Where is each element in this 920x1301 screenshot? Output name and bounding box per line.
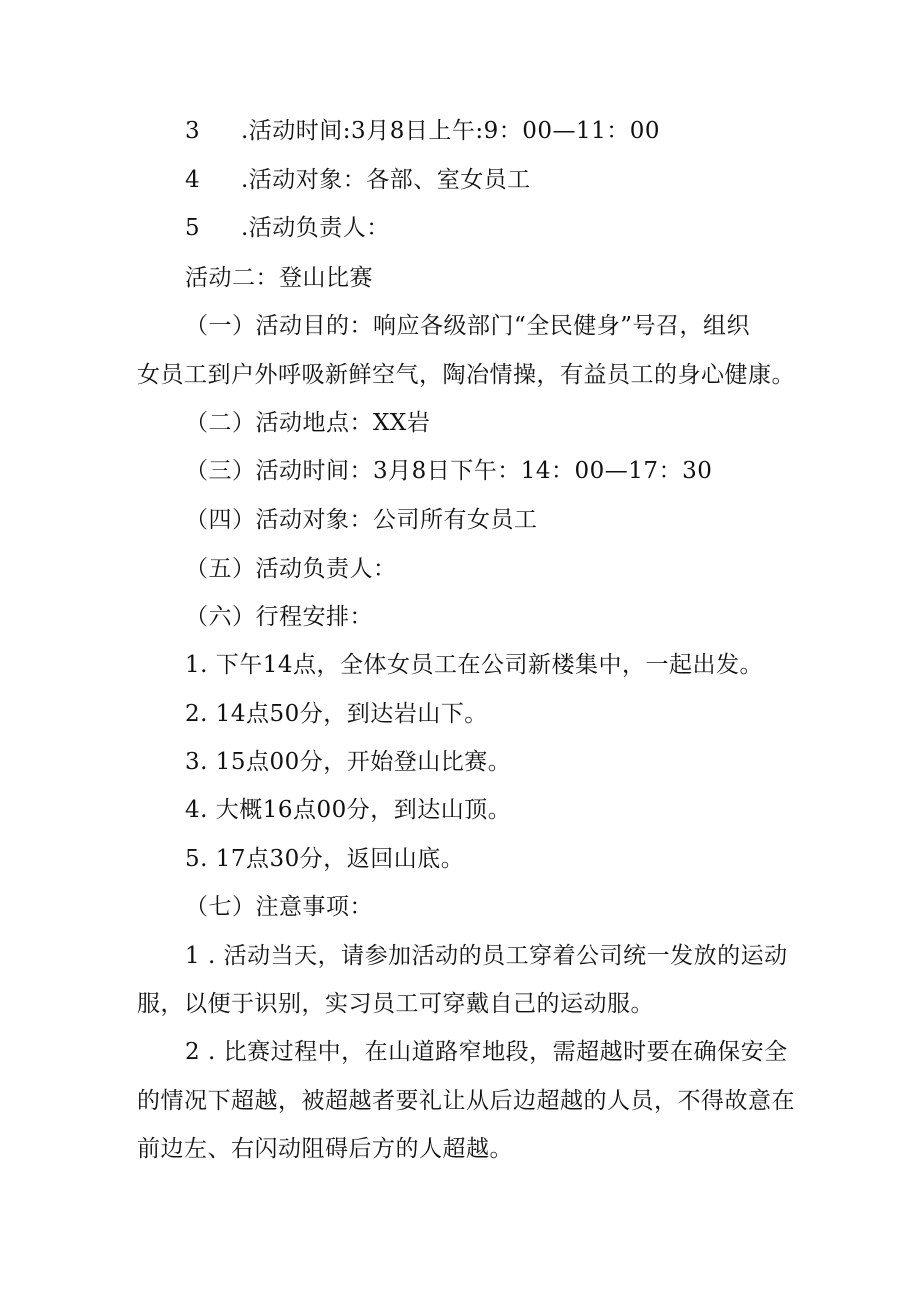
- schedule-item: 2. 14点50分，到达岩山下。: [185, 701, 488, 727]
- paragraph-line: （五）活动负责人：: [185, 556, 397, 582]
- item-5: [185, 214, 390, 242]
- item-3: [185, 117, 660, 145]
- schedule-item: 3. 15点00分，开始登山比赛。: [185, 749, 512, 775]
- item-number: 3: [185, 118, 201, 144]
- paragraph-line: （七）注意事项：: [185, 894, 373, 920]
- item-4: [185, 166, 531, 194]
- paragraph-line: 女员工到户外呼吸新鲜空气，陶冶情操，有益员工的身心健康。: [137, 362, 795, 388]
- paragraph-line: （一）活动目的：响应各级部门“全民健身”号召，组织: [185, 313, 751, 339]
- item-number: 5: [185, 215, 201, 241]
- paragraph-line: （三）活动时间：3月8日下午：14：00—17：30: [185, 458, 713, 484]
- paragraph-line: 的情况下超越，被超越者要礼让从后边超越的人员，不得故意在: [137, 1088, 795, 1114]
- item-text: .活动时间:3月8日上午:9：00—11：00: [241, 118, 661, 144]
- paragraph-line: 1 . 活动当天，请参加活动的员工穿着公司统一发放的运动: [185, 943, 788, 969]
- section-heading: 活动二：登山比赛: [185, 265, 373, 291]
- item-text: .活动对象：各部、室女员工: [241, 167, 531, 193]
- paragraph-line: 服，以便于识别，实习员工可穿戴自己的运动服。: [137, 991, 654, 1017]
- paragraph-line: （二）活动地点：XX岩: [185, 410, 431, 436]
- paragraph-line: 2 . 比赛过程中，在山道路窄地段，需超越时要在确保安全: [185, 1039, 788, 1065]
- schedule-item: 1. 下午14点，全体女员工在公司新楼集中，一起出发。: [185, 652, 764, 678]
- schedule-item: 4. 大概16点00分，到达山顶。: [185, 797, 512, 823]
- item-text: .活动负责人：: [241, 215, 390, 241]
- paragraph-line: （四）活动对象：公司所有女员工: [185, 507, 538, 533]
- schedule-item: 5. 17点30分，返回山底。: [185, 846, 465, 872]
- item-number: 4: [185, 167, 201, 193]
- paragraph-line: （六）行程安排：: [185, 604, 373, 630]
- paragraph-line: 前边左、右闪动阻碍后方的人超越。: [137, 1136, 513, 1162]
